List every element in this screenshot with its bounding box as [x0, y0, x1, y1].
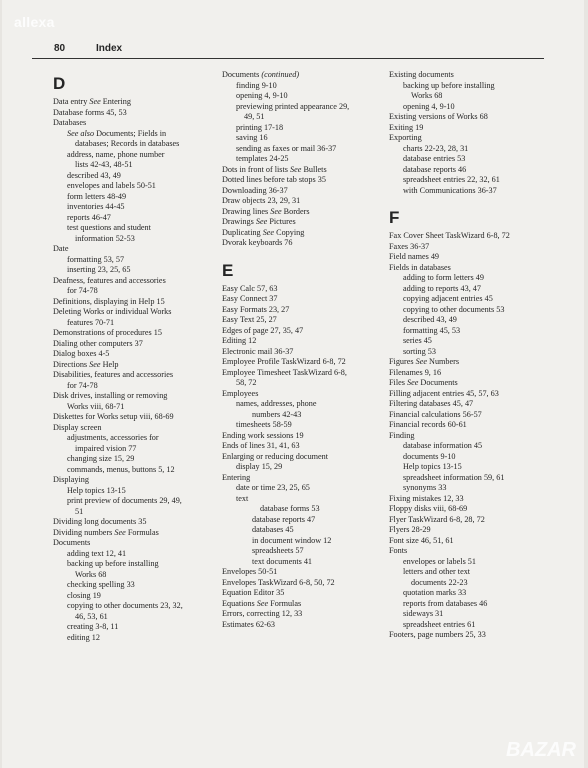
index-entry: Fields in databases — [389, 262, 451, 272]
index-subentry: envelopes or labels 51 — [403, 556, 476, 566]
index-subentry: copying to other documents 23, 32, — [67, 601, 183, 610]
index-subentry: Works viii, 68-71 — [67, 401, 125, 411]
index-subentry: documents 22-23 — [411, 577, 468, 587]
index-entry: Definitions, displaying in Help 15 — [53, 296, 165, 306]
index-subentry: date or time 23, 25, 65 — [236, 483, 310, 492]
index-entry: Financial records 60-61 — [389, 420, 467, 429]
index-subentry: finding 9-10 — [236, 80, 277, 90]
index-entry: Documents (continued) — [222, 70, 300, 79]
index-entry: Entering — [222, 472, 251, 482]
index-entry: Equations See Formulas — [222, 598, 302, 608]
index-subentry: text — [236, 493, 249, 503]
index-entry: Files See Documents — [389, 378, 458, 387]
index-subentry: spreadsheet entries 61 — [403, 619, 476, 629]
index-subentry: editing 12 — [67, 632, 100, 642]
index-entry: Documents — [53, 538, 91, 547]
index-entry: Dvorak keyboards 76 — [222, 238, 293, 247]
index-subentry: copying to other documents 53 — [403, 304, 505, 314]
index-subentry: changing size 15, 29 — [67, 454, 135, 463]
index-subentry: letters and other text — [403, 567, 471, 576]
index-subentry: reports 46-47 — [67, 212, 111, 222]
index-entry: Flyers 28-29 — [389, 525, 431, 534]
index-subentry: timesheets 58-59 — [236, 420, 292, 429]
index-subentry: spreadsheets 57 — [252, 546, 304, 555]
index-subentry: 49, 51 — [244, 112, 265, 121]
index-subentry: in document window 12 — [252, 535, 332, 545]
index-subentry: commands, menus, buttons 5, 12 — [67, 464, 175, 474]
index-subentry: for 74-78 — [67, 286, 98, 295]
index-entry: Employees — [222, 388, 259, 398]
index-entry: Field names 49 — [389, 252, 440, 261]
section-gap — [222, 249, 382, 257]
index-entry: Downloading 36-37 — [222, 185, 288, 195]
index-subentry: spreadsheet information 59, 61 — [403, 472, 505, 482]
index-entry: Easy Text 25, 27 — [222, 315, 277, 324]
section-letter-heading: E — [222, 260, 234, 280]
index-subentry: inventories 44-45 — [67, 202, 125, 211]
index-subentry: databases 45 — [252, 525, 294, 534]
index-subentry: test questions and student — [67, 223, 151, 232]
index-entry: Floppy disks viii, 68-69 — [389, 504, 468, 513]
index-entry: Databases — [53, 118, 87, 127]
index-entry: Finding — [389, 430, 415, 440]
index-subentry: opening 4, 9-10 — [236, 91, 288, 100]
index-subentry: 51 — [75, 506, 84, 516]
index-entry: Demonstrations of procedures 15 — [53, 328, 162, 337]
index-entry: Fonts — [389, 546, 408, 555]
watermark-bottom-logo: BAZAR — [506, 739, 576, 761]
index-entry: Draw objects 23, 29, 31 — [222, 196, 301, 205]
index-entry: Displaying — [53, 475, 89, 484]
index-entry: Filling adjacent entries 45, 57, 63 — [389, 388, 499, 398]
index-subentry: opening 4, 9-10 — [403, 101, 455, 111]
index-column-1 — [53, 70, 213, 643]
index-subentry: quotation marks 33 — [403, 588, 467, 597]
index-subentry: Help topics 13-15 — [67, 485, 126, 495]
index-subentry: described 43, 49 — [67, 170, 121, 180]
index-entry: Existing versions of Works 68 — [389, 112, 488, 121]
index-subentry: closing 19 — [67, 590, 101, 600]
index-entry: Fixing mistakes 12, 33 — [389, 493, 464, 503]
index-entry: Filenames 9, 16 — [389, 367, 442, 377]
index-subentry: Works 68 — [411, 91, 443, 100]
index-entry: Diskettes for Works setup viii, 68-69 — [53, 412, 174, 421]
index-entry: Date — [53, 244, 69, 253]
index-entry: Dialing other computers 37 — [53, 338, 143, 348]
index-entry: Dialog boxes 4-5 — [53, 349, 110, 358]
index-entry: Exiting 19 — [389, 122, 424, 132]
index-entry: Enlarging or reducing document — [222, 451, 329, 461]
page-number: 80 — [54, 43, 66, 54]
index-subentry: features 70-71 — [67, 317, 115, 327]
index-entry: Existing documents — [389, 70, 454, 79]
index-entry: Easy Calc 57, 63 — [222, 283, 278, 293]
index-subentry: Help topics 13-15 — [403, 462, 462, 471]
index-subentry: form letters 48-49 — [67, 191, 127, 201]
index-entry: Disabilities, features and accessories — [53, 370, 174, 379]
index-subentry: 46, 53, 61 — [75, 611, 108, 621]
page-header — [32, 42, 544, 59]
index-subentry: See also Documents; Fields in — [67, 128, 167, 138]
index-entry: Financial calculations 56-57 — [389, 409, 482, 419]
index-subentry: templates 24-25 — [236, 154, 289, 163]
index-entry: Directions See Help — [53, 359, 119, 369]
index-subentry: print preview of documents 29, 49, — [67, 496, 182, 505]
index-entry: Easy Formats 23, 27 — [222, 304, 290, 314]
index-entry: Dividing long documents 35 — [53, 517, 147, 526]
index-subentry: text documents 41 — [252, 556, 313, 566]
index-entry: Ending work sessions 19 — [222, 430, 304, 440]
index-subentry: database information 45 — [403, 441, 483, 450]
index-subentry: Works 68 — [75, 569, 107, 579]
index-entry: Exporting — [389, 133, 422, 142]
index-entry: Envelopes 50-51 — [222, 567, 278, 576]
index-entry: Errors, correcting 12, 33 — [222, 609, 303, 618]
index-subentry: formatting 45, 53 — [403, 325, 461, 335]
index-subentry: checking spelling 33 — [67, 580, 135, 589]
index-subentry: copying adjacent entries 45 — [403, 294, 493, 303]
index-entry: Dots in front of lists See Bullets — [222, 164, 327, 174]
index-subentry: inserting 23, 25, 65 — [67, 265, 131, 274]
index-subentry: lists 42-43, 48-51 — [75, 160, 133, 169]
index-entry: Employee Profile TaskWizard 6-8, 72 — [222, 357, 346, 366]
index-entry: Fax Cover Sheet TaskWizard 6-8, 72 — [389, 231, 510, 240]
index-entry: Envelopes TaskWizard 6-8, 50, 72 — [222, 577, 335, 587]
index-entry: Footers, page numbers 25, 33 — [389, 630, 486, 639]
index-subentry: printing 17-18 — [236, 122, 284, 132]
index-entry: Estimates 62-63 — [222, 619, 275, 629]
index-subentry: numbers 42-43 — [252, 409, 302, 419]
index-entry: Ends of lines 31, 41, 63 — [222, 441, 300, 450]
index-subentry: formatting 53, 57 — [67, 254, 125, 264]
index-entry: Database forms 45, 53 — [53, 107, 127, 117]
section-letter-heading: D — [53, 74, 66, 93]
index-subentry: address, name, phone number — [67, 149, 165, 159]
index-column-2 — [222, 70, 382, 630]
index-subentry: backing up before installing — [403, 80, 495, 90]
index-subentry: charts 22-23, 28, 31 — [403, 143, 469, 153]
index-entry: Easy Connect 37 — [222, 294, 278, 303]
index-entry: Deafness, features and accessories — [53, 275, 166, 285]
index-entry: Dividing numbers See Formulas — [53, 527, 159, 537]
index-subentry: database forms 53 — [260, 504, 320, 513]
index-subentry: names, addresses, phone — [236, 399, 317, 408]
index-subentry: with Communications 36-37 — [403, 185, 497, 195]
index-entry: Edges of page 27, 35, 47 — [222, 325, 304, 335]
index-subentry: adjustments, accessories for — [67, 433, 159, 442]
index-subentry: series 45 — [403, 336, 432, 345]
index-subentry: described 43, 49 — [403, 315, 457, 324]
index-subentry: databases; Records in databases — [75, 139, 180, 148]
index-entry: Filtering databases 45, 47 — [389, 399, 474, 408]
index-subentry: adding to reports 43, 47 — [403, 283, 481, 293]
watermark-logo: allexa — [14, 14, 55, 30]
index-subentry: sorting 53 — [403, 346, 436, 356]
index-column-3 — [389, 70, 549, 641]
index-entry: Dotted lines before tab stops 35 — [222, 175, 326, 184]
index-subentry: documents 9-10 — [403, 451, 456, 461]
index-entry: Data entry See Entering — [53, 97, 131, 106]
section-gap — [389, 196, 549, 204]
index-subentry: reports from databases 46 — [403, 598, 488, 608]
index-subentry: previewing printed appearance 29, — [236, 101, 350, 111]
index-entry: Disk drives, installing or removing — [53, 391, 168, 400]
index-subentry: adding text 12, 41 — [67, 548, 127, 558]
index-subentry: spreadsheet entries 22, 32, 61 — [403, 175, 500, 184]
index-entry: Employee Timesheet TaskWizard 6-8, — [222, 367, 347, 377]
section-letter-heading: F — [389, 208, 400, 227]
index-subentry: database reports 46 — [403, 164, 467, 174]
index-entry: Figures See Numbers — [389, 357, 460, 366]
index-entry: Duplicating See Copying — [222, 227, 305, 237]
index-subentry: information 52-53 — [75, 233, 135, 243]
index-subentry: impaired vision 77 — [75, 443, 137, 453]
index-entry: Display screen — [53, 422, 102, 432]
index-entry: Drawings See Pictures — [222, 217, 296, 226]
index-subentry: display 15, 29 — [236, 462, 283, 471]
index-subentry: backing up before installing — [67, 559, 159, 568]
index-entry: Deleting Works or individual Works — [53, 307, 172, 316]
index-subentry: 58, 72 — [236, 378, 257, 387]
index-entry: Flyer TaskWizard 6-8, 28, 72 — [389, 514, 485, 524]
index-subentry: sideways 31 — [403, 609, 444, 618]
index-subentry: creating 3-8, 11 — [67, 622, 119, 631]
index-entry: Faxes 36-37 — [389, 241, 430, 251]
index-entry: Drawing lines See Borders — [222, 206, 310, 216]
index-entry: Editing 12 — [222, 336, 257, 345]
index-entry: Equation Editor 35 — [222, 588, 285, 597]
index-page — [2, 0, 584, 768]
index-subentry: saving 16 — [236, 133, 268, 142]
index-subentry: adding to form letters 49 — [403, 273, 484, 282]
index-entry: Electronic mail 36-37 — [222, 346, 294, 356]
page-title: Index — [96, 43, 123, 54]
index-subentry: envelopes and labels 50-51 — [67, 181, 156, 190]
index-subentry: for 74-78 — [67, 380, 98, 390]
index-subentry: database reports 47 — [252, 514, 316, 524]
index-subentry: sending as faxes or mail 36-37 — [236, 143, 337, 153]
index-subentry: database entries 53 — [403, 154, 466, 163]
index-entry: Font size 46, 51, 61 — [389, 535, 454, 545]
index-subentry: synonyms 33 — [403, 483, 447, 492]
